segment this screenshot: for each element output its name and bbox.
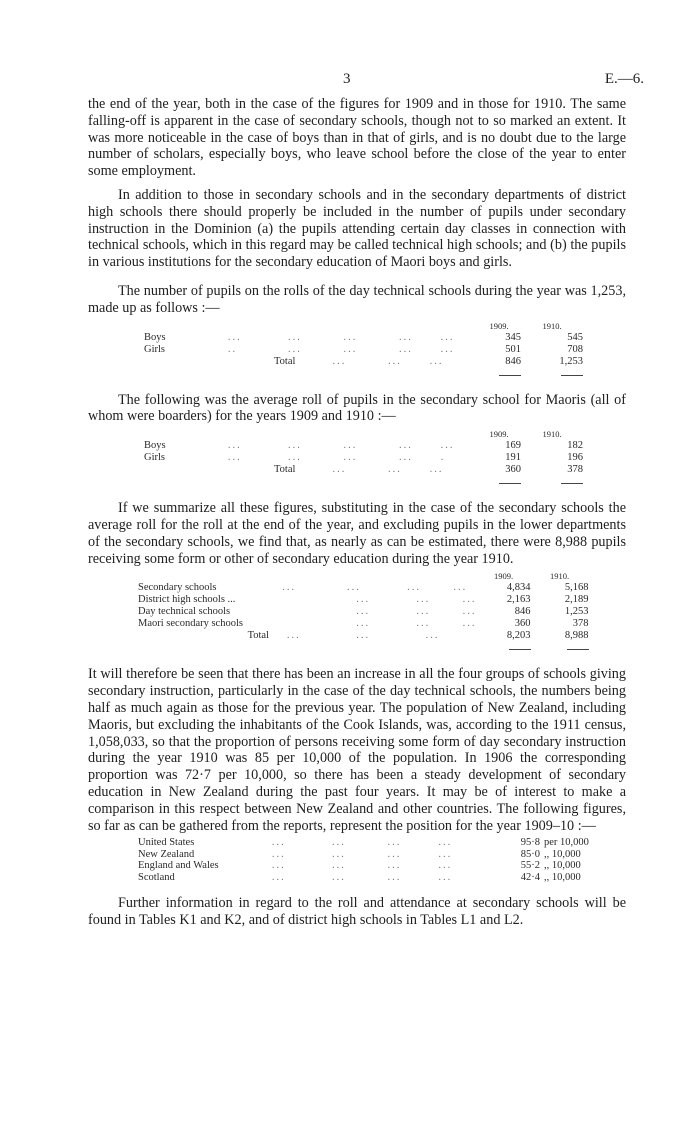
- table-row: Girls ... ... ... ... . 191 196: [144, 452, 583, 464]
- document-reference: E.—6.: [604, 71, 644, 87]
- table-row: United States ... ... ... ... 95·8 per 10,000: [138, 837, 589, 849]
- table-row: Scotland ... ... ... ... 42·4 ,, 10,000: [138, 871, 581, 883]
- table-total-row: Total ... ... ... 8,203 8,988: [247, 630, 589, 642]
- table-row: Day technical schools ... ... ... 846 1,253: [138, 606, 589, 618]
- technical-schools-table: [144, 320, 583, 380]
- comparison-table: [138, 837, 589, 883]
- table-row: Maori secondary schools ... ... ... 360 378: [138, 618, 589, 630]
- table-row: Girls .. ... ... ... ... 501 708: [144, 343, 583, 355]
- col-1910: 1910.: [542, 320, 562, 331]
- paragraph-2: In addition to those in secondary schools and in the secondary departments of district high schools there should properly be included in the number of pupils under secondary instruction in the Dominion (a) the pupils attending certain day classes in connection with technical schools, which in this regard may be called technical high schools; and (b) the pupils in various institutions for the secondary education of Maori boys and girls.: [88, 186, 626, 271]
- table-total-row: Total ... ... ... 360 378: [274, 464, 583, 476]
- maori-school-table: 1909. 1910. Boys ... ... ... ... ... 169 182 Girls ... ... ... ... . 191 196 Total ... ... ... 360 378: [144, 428, 583, 488]
- table-row: England and Wales ... ... ... ... 55·2 ,, 10,000: [138, 860, 581, 872]
- table-total-row: Total ... ... ... 846 1,253: [274, 355, 583, 367]
- paragraph-4: The following was the average roll of pupils in the secondary school for Maoris (all of whom were boarders) for the years 1909 and 1910 :—: [88, 391, 626, 425]
- secondary-summary-table: 1909. 1910. Secondary schools ... ... ... ... 4,834 5,168 District high schools ... ... ... ... 2,163 2,189 Day technical schools ... ... ... 846 1,253 Maori secondary schools ... ... ... 360 378 Total ... ... ... 8,203 8,988: [138, 570, 589, 654]
- table-row: Boys ... ... ... ... ... 169 182: [144, 440, 583, 452]
- table-row: District high schools ... ... ... ... 2,163 2,189: [138, 594, 589, 606]
- table-row: Boys ... ... ... ... ... 345 545: [144, 331, 583, 343]
- paragraph-7: Further information in regard to the roll and attendance at secondary schools will be found in Tables K1 and K2, and of district high schools in Tables L1 and L2.: [88, 895, 626, 929]
- col-1909: 1909.: [489, 320, 509, 331]
- paragraph-1: the end of the year, both in the case of the figures for 1909 and in those for 1910. The same falling-off is apparent in the case of secondary schools, though not to so marked an extent. It was more noticeable in the case of boys than in that of girls, and is no doubt due to the large number of scholars, especially boys, who leave school before the close of the year to enter some employment.: [88, 96, 626, 180]
- table-row: Secondary schools ... ... ... ... 4,834 5,168: [138, 582, 589, 594]
- paragraph-3: The number of pupils on the rolls of the day technical schools during the year was 1,253, made up as follows :—: [88, 282, 626, 316]
- page-body: [88, 96, 626, 929]
- table-row: New Zealand ... ... ... ... 85·0 ,, 10,000: [138, 848, 581, 860]
- paragraph-6: It will therefore be seen that there has been an increase in all the four groups of schools giving secondary instruction, particularly in the case of the day technical schools, the numbers being half as much again as those for the previous year. The population of New Zealand, including Maoris, but excluding the inhabitants of the Cook Islands, was, according to the 1911 census, 1,058,033, so that the proportion of persons receiving some form of day secondary instruction during the year 1910 was 85 per 10,000 of the population. In 1906 the corresponding proportion was 72·7 per 10,000, so there has been a steady development of secondary education in New Zealand during the past four years. It may be of interest to make a comparison in this respect between New Zealand and other countries. The following figures, so far as can be gathered from the reports, represent the position for the year 1909–10 :—: [88, 666, 626, 834]
- paragraph-5: If we summarize all these figures, substituting in the case of the secondary schools the average roll for the roll at the end of the year, and excluding pupils in the lower departments of the secondary schools, we find that, as nearly as can be estimated, there were 8,988 pupils receiving some form or other of secondary education during the year 1910.: [88, 500, 626, 567]
- page-number: 3: [343, 71, 351, 87]
